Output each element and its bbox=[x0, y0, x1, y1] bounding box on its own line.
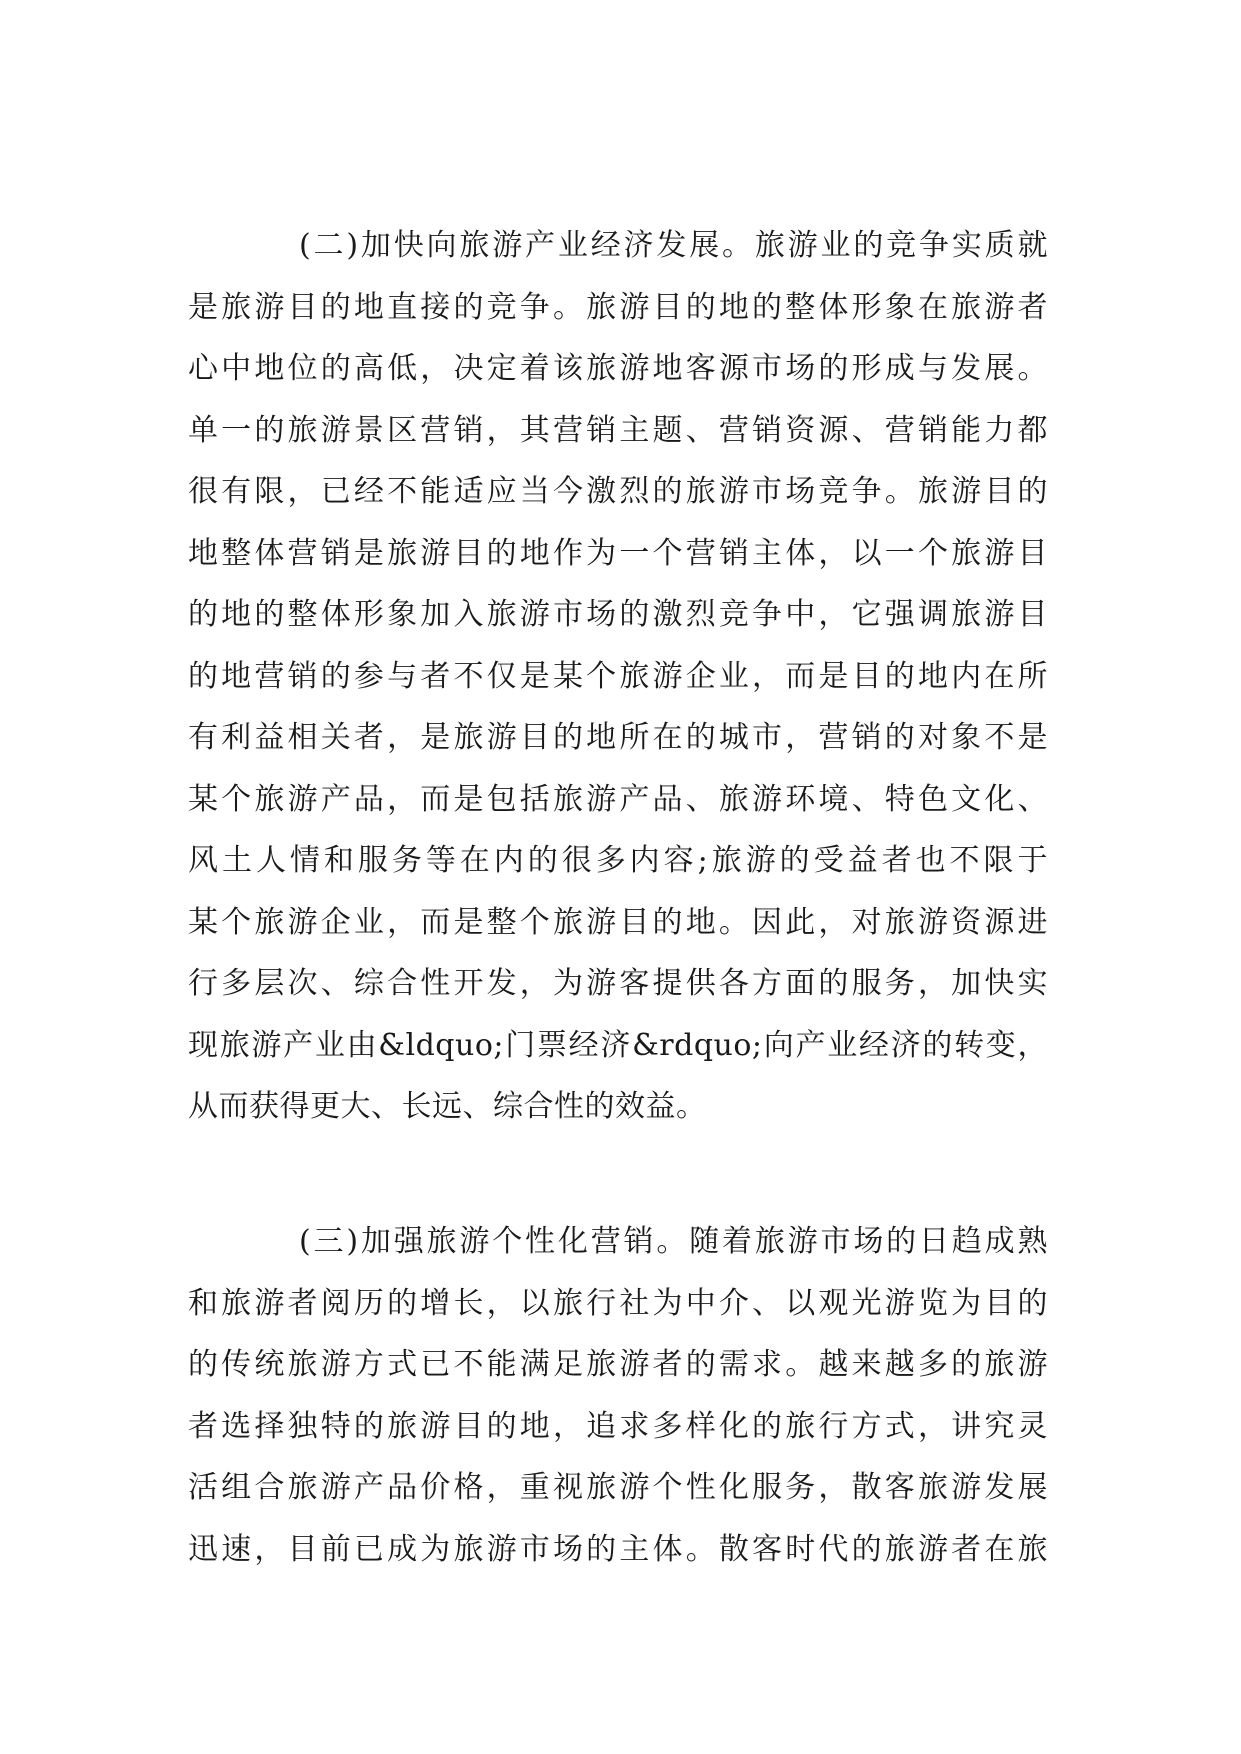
text-line: (二)加快向旅游产业经济发展。旅游业的竞争实质就 bbox=[299, 228, 1048, 263]
text-line: 单一的旅游景区营销，其营销主题、营销资源、营销能力都 bbox=[188, 412, 1048, 448]
text-line: 的地的整体形象加入旅游市场的激烈竞争中，它强调旅游目 bbox=[188, 597, 1048, 632]
text-line: 地整体营销是旅游目的地作为一个营销主体，以一个旅游目 bbox=[188, 535, 1048, 571]
text-line: 是旅游目的地直接的竞争。旅游目的地的整体形象在旅游者 bbox=[188, 289, 1048, 325]
text-line: (三)加强旅游个性化营销。随着旅游市场的日趋成熟 bbox=[299, 1224, 1048, 1259]
text-line: 迅速，目前已成为旅游市场的主体。散客时代的旅游者在旅 bbox=[188, 1531, 1048, 1567]
text-line: 现旅游产业由&ldquo;门票经济&rdquo;向产业经济的转变， bbox=[188, 1027, 1048, 1063]
text-line: 行多层次、综合性开发，为游客提供各方面的服务，加快实 bbox=[188, 966, 1048, 1001]
text-line: 某个旅游产品，而是包括旅游产品、旅游环境、特色文化、 bbox=[188, 781, 1048, 817]
text-line: 的地营销的参与者不仅是某个旅游企业，而是目的地内在所 bbox=[188, 658, 1048, 694]
paragraph-tourism-industry-economy bbox=[188, 215, 1048, 1138]
text-line: 从而获得更大、长远、综合性的效益。 bbox=[188, 1089, 707, 1124]
text-line: 的传统旅游方式已不能满足旅游者的需求。越来越多的旅游 bbox=[188, 1347, 1048, 1382]
text-line: 有利益相关者，是旅游目的地所在的城市，营销的对象不是 bbox=[188, 720, 1048, 755]
text-line: 风土人情和服务等在内的很多内容;旅游的受益者也不限于 bbox=[188, 843, 1048, 878]
text-line: 和旅游者阅历的增长，以旅行社为中介、以观光游览为目的 bbox=[188, 1285, 1048, 1321]
text-line: 活组合旅游产品价格，重视旅游个性化服务，散客旅游发展 bbox=[188, 1470, 1048, 1505]
text-line: 心中地位的高低，决定着该旅游地客源市场的形成与发展。 bbox=[188, 351, 1048, 386]
text-line: 者选择独特的旅游目的地，追求多样化的旅行方式，讲究灵 bbox=[188, 1408, 1048, 1444]
text-line: 很有限，已经不能适应当今激烈的旅游市场竞争。旅游目的 bbox=[188, 474, 1048, 509]
text-line: 某个旅游企业，而是整个旅游目的地。因此，对旅游资源进 bbox=[188, 904, 1048, 940]
paragraph-personalized-marketing bbox=[188, 1211, 1048, 1580]
